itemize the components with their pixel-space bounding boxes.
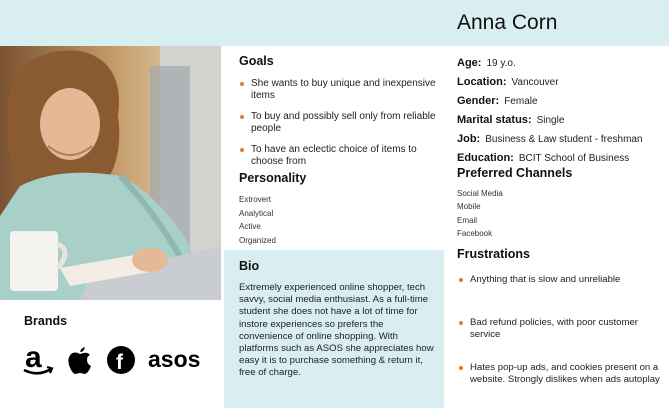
amazon-icon: [22, 343, 54, 377]
channel-item: Mobile: [457, 202, 481, 212]
header-band: [0, 0, 669, 46]
channel-item: Social Media: [457, 189, 503, 198]
channel-item: Facebook: [457, 228, 493, 238]
persona-photo: [0, 46, 221, 300]
channels-title: Preferred Channels: [457, 166, 573, 180]
fact-job: Job: Business & Law student - freshman: [457, 133, 643, 145]
channel-item: Email: [457, 215, 478, 225]
trait-item: Analytical: [239, 208, 274, 218]
trait-item: Organized: [239, 235, 276, 245]
svg-text:asos: asos: [148, 346, 201, 372]
svg-text:a: a: [25, 343, 42, 374]
fact-gender: Gender: Female: [457, 95, 538, 107]
bio-text: Extremely experienced online shopper, tech savvy, social media enthusiast. As a full-time student she does not have a lot of time for instore experiences so prefers the convenience of online shopping. With platforms such as ASOS she appreciates how easy it is to purchase something & return it, free of charge.: [239, 282, 434, 379]
frustration-item: Anything that is slow and unreliable: [457, 274, 667, 286]
brand-logos: [22, 340, 204, 380]
goals-title: Goals: [239, 54, 274, 68]
persona-facts: [457, 54, 667, 168]
personality-list: [239, 193, 276, 247]
goal-item: To have an eclectic choice of items to choose from: [238, 144, 438, 168]
brands-title: Brands: [24, 314, 68, 328]
goal-item: To buy and possibly sell only from reliable people: [238, 111, 438, 135]
frustration-item: Hates pop-up ads, and cookies present on a website. Strongly dislikes when ads autoplay: [457, 362, 667, 386]
personality-title: Personality: [239, 171, 307, 185]
frustrations-title: Frustrations: [457, 247, 530, 261]
trait-item: Active: [239, 222, 261, 231]
svg-text:f: f: [116, 351, 123, 374]
persona-name: Anna Corn: [457, 11, 558, 34]
fact-marital-status: Marital status: Single: [457, 114, 565, 126]
asos-logo: [148, 345, 204, 375]
apple-icon: [66, 344, 94, 376]
goals-list: [238, 78, 438, 177]
facebook-icon: [106, 345, 136, 375]
fact-location: Location: Vancouver: [457, 76, 559, 88]
fact-education: Education: BCIT School of Business: [457, 152, 630, 164]
frustration-item: Bad refund policies, with poor customer service: [457, 317, 667, 341]
bio-title: Bio: [239, 259, 260, 273]
goal-item: She wants to buy unique and inexpensive items: [238, 78, 438, 102]
trait-item: Extrovert: [239, 195, 272, 204]
fact-age: Age: 19 y.o.: [457, 57, 516, 69]
channels-list: [457, 187, 503, 240]
